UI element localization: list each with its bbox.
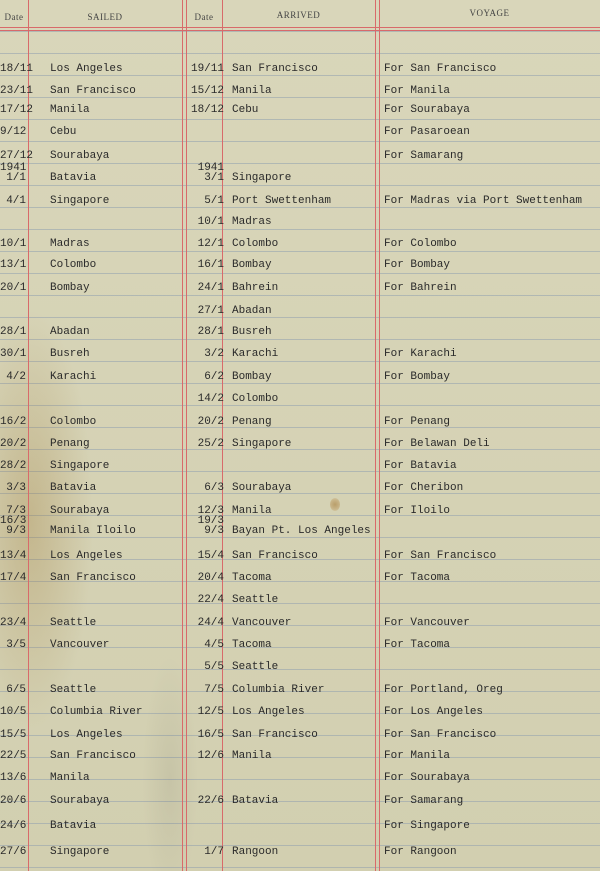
sailed-port: Manila bbox=[50, 772, 90, 784]
voyage-note: For Sourabaya bbox=[384, 104, 470, 116]
arrived-date: 1/7 bbox=[204, 846, 224, 858]
sailed-date: 20/6 bbox=[0, 795, 27, 807]
sailed-date: 9/12 bbox=[0, 126, 27, 138]
ledger-row bbox=[0, 706, 600, 728]
voyage-note: For Rangoon bbox=[384, 846, 457, 858]
sailed-date: 7/3 bbox=[6, 505, 26, 517]
sailed-port: San Francisco bbox=[50, 572, 136, 584]
ledger-row bbox=[0, 639, 600, 661]
arrived-port: Penang bbox=[232, 416, 272, 428]
voyage-note: For Sourabaya bbox=[384, 772, 470, 784]
sailed-date: 20/2 bbox=[0, 438, 27, 450]
ledger-row bbox=[0, 195, 600, 217]
arrived-port: San Francisco bbox=[232, 729, 318, 741]
sailed-port: Vancouver bbox=[50, 639, 110, 651]
arrived-date: 3/2 bbox=[204, 348, 224, 360]
header-sailed: SAILED bbox=[87, 12, 123, 22]
arrived-port: Rangoon bbox=[232, 846, 279, 858]
arrived-date: 1941 3/1 bbox=[197, 162, 224, 184]
sailed-port: Batavia bbox=[50, 482, 97, 494]
voyage-note: For Vancouver bbox=[384, 617, 470, 629]
voyage-note: For San Francisco bbox=[384, 550, 497, 562]
sailed-port: San Francisco bbox=[50, 750, 136, 762]
arrived-port: Bombay bbox=[232, 259, 272, 271]
sailed-date: 3/5 bbox=[6, 639, 26, 651]
sailed-port: Karachi bbox=[50, 371, 97, 383]
arrived-date: 24/1 bbox=[197, 282, 224, 294]
sailed-date: 4/1 bbox=[6, 195, 26, 207]
voyage-note: For Batavia bbox=[384, 460, 457, 472]
ledger-row bbox=[0, 371, 600, 393]
arrived-port: San Francisco bbox=[232, 63, 318, 75]
voyage-note: For Manila bbox=[384, 85, 451, 97]
arrived-port: Vancouver bbox=[232, 617, 292, 629]
arrived-date: 24/4 bbox=[197, 617, 224, 629]
ledger-row bbox=[0, 617, 600, 639]
sailed-date: 22/5 bbox=[0, 750, 27, 762]
voyage-note: For Bombay bbox=[384, 371, 451, 383]
ledger-row bbox=[0, 393, 600, 415]
arrived-date: 16/1 bbox=[197, 259, 224, 271]
arrived-date: 18/12 bbox=[190, 104, 224, 116]
ledger-row bbox=[0, 661, 600, 683]
arrived-port: Seattle bbox=[232, 661, 279, 673]
arrived-date: 19/11 bbox=[190, 63, 224, 75]
sailed-date: 17/4 bbox=[0, 572, 27, 584]
ledger-row bbox=[0, 126, 600, 148]
sailed-date: 15/5 bbox=[0, 729, 27, 741]
sailed-date: 10/5 bbox=[0, 706, 27, 718]
arrived-date: 4/5 bbox=[204, 639, 224, 651]
sailed-port: Bombay bbox=[50, 282, 90, 294]
voyage-note: For Samarang bbox=[384, 150, 464, 162]
voyage-note: For Tacoma bbox=[384, 639, 451, 651]
ledger-row bbox=[0, 348, 600, 370]
arrived-date: 22/4 bbox=[197, 594, 224, 606]
ledger-row bbox=[0, 150, 600, 172]
arrived-port: Madras bbox=[232, 216, 272, 228]
header-date-arrived: Date bbox=[194, 12, 214, 22]
sailed-date: 3/3 bbox=[6, 482, 26, 494]
arrived-date: 28/1 bbox=[197, 326, 224, 338]
arrived-port: Manila bbox=[232, 750, 272, 762]
arrived-date: 12/5 bbox=[197, 706, 224, 718]
header-date-sailed: Date bbox=[4, 12, 24, 22]
sailed-port: Seattle bbox=[50, 684, 97, 696]
arrived-date: 27/1 bbox=[197, 305, 224, 317]
voyage-note: For Samarang bbox=[384, 795, 464, 807]
ledger-row bbox=[0, 238, 600, 260]
voyage-note: For Bombay bbox=[384, 259, 451, 271]
sailed-port: Cebu bbox=[50, 126, 77, 138]
arrived-port: San Francisco bbox=[232, 550, 318, 562]
arrived-port: Karachi bbox=[232, 348, 279, 360]
sailed-date: 16/2 bbox=[0, 416, 27, 428]
sailed-date: 18/11 bbox=[0, 63, 34, 75]
sailed-port: Columbia River bbox=[50, 706, 143, 718]
voyage-note: For Karachi bbox=[384, 348, 457, 360]
ledger-row bbox=[0, 515, 600, 547]
voyage-note: For Singapore bbox=[384, 820, 470, 832]
sailed-date: 23/11 bbox=[0, 85, 34, 97]
voyage-note: For Portland, Oreg bbox=[384, 684, 503, 696]
arrived-port: Tacoma bbox=[232, 639, 272, 651]
arrived-date: 7/5 bbox=[204, 684, 224, 696]
voyage-note: For Belawan Deli bbox=[384, 438, 490, 450]
sailed-port: Sourabaya bbox=[50, 150, 110, 162]
arrived-port: Colombo bbox=[232, 238, 279, 250]
ledger-row bbox=[0, 259, 600, 281]
voyage-note: For Madras via Port Swettenham bbox=[384, 195, 583, 207]
ledger-row bbox=[0, 162, 600, 194]
ledger-row bbox=[0, 572, 600, 594]
arrived-port: Columbia River bbox=[232, 684, 325, 696]
sailed-port: Penang bbox=[50, 438, 90, 450]
ledger-row bbox=[0, 795, 600, 817]
voyage-note: For San Francisco bbox=[384, 729, 497, 741]
sailed-date: 4/2 bbox=[6, 371, 26, 383]
voyage-note: For Manila bbox=[384, 750, 451, 762]
arrived-port: Sourabaya bbox=[232, 482, 292, 494]
ledger-row bbox=[0, 416, 600, 438]
arrived-port: Seattle bbox=[232, 594, 279, 606]
sailed-port: Sourabaya bbox=[50, 505, 110, 517]
ledger-row bbox=[0, 438, 600, 460]
arrived-port: Tacoma bbox=[232, 572, 272, 584]
arrived-port: Batavia bbox=[232, 795, 279, 807]
voyage-note: For Tacoma bbox=[384, 572, 451, 584]
arrived-port: Singapore bbox=[232, 438, 292, 450]
arrived-date: 12/6 bbox=[197, 750, 224, 762]
arrived-date: 6/2 bbox=[204, 371, 224, 383]
arrived-date: 5/1 bbox=[204, 195, 224, 207]
arrived-date: 6/3 bbox=[204, 482, 224, 494]
arrived-port: Cebu bbox=[232, 104, 259, 116]
arrived-date: 5/5 bbox=[204, 661, 224, 673]
header-rule-double bbox=[0, 30, 600, 31]
header-arrived: ARRIVED bbox=[276, 10, 321, 20]
arrived-port: Manila bbox=[232, 85, 272, 97]
sailed-date: 30/1 bbox=[0, 348, 27, 360]
arrived-date: 20/2 bbox=[197, 416, 224, 428]
sailed-date: 28/1 bbox=[0, 326, 27, 338]
ledger-row bbox=[0, 684, 600, 706]
ledger-row bbox=[0, 750, 600, 772]
ledger-row bbox=[0, 846, 600, 868]
sailed-port: Sourabaya bbox=[50, 795, 110, 807]
sailed-port: Manila bbox=[50, 104, 90, 116]
sailed-date: 24/6 bbox=[0, 820, 27, 832]
arrived-port: Singapore bbox=[232, 172, 292, 184]
sailed-port: Los Angeles bbox=[50, 729, 123, 741]
ledger-row bbox=[0, 63, 600, 85]
sailed-date: 13/6 bbox=[0, 772, 27, 784]
sailed-date: 1941 1/1 bbox=[0, 162, 27, 184]
sailed-port: Seattle bbox=[50, 617, 97, 629]
ledger-row bbox=[0, 820, 600, 842]
ledger-row bbox=[0, 326, 600, 348]
arrived-port: Colombo bbox=[232, 393, 279, 405]
sailed-port: Los Angeles bbox=[50, 550, 123, 562]
sailed-port: Singapore bbox=[50, 460, 110, 472]
arrived-date: 20/4 bbox=[197, 572, 224, 584]
arrived-port: Bombay bbox=[232, 371, 272, 383]
voyage-note: For Colombo bbox=[384, 238, 457, 250]
arrived-date: 16/5 bbox=[197, 729, 224, 741]
voyage-note: For Pasaroean bbox=[384, 126, 470, 138]
sailed-date: 27/12 bbox=[0, 150, 34, 162]
ledger-row bbox=[0, 482, 600, 504]
arrived-port: Bayan Pt. Los Angeles bbox=[232, 525, 371, 537]
ledger-row bbox=[0, 460, 600, 482]
ledger-row bbox=[0, 104, 600, 126]
voyage-note: For Cheribon bbox=[384, 482, 464, 494]
header-voyage: VOYAGE bbox=[469, 8, 510, 18]
ledger-row bbox=[0, 505, 600, 527]
sailed-date: 13/4 bbox=[0, 550, 27, 562]
arrived-date: 10/1 bbox=[197, 216, 224, 228]
arrived-date: 14/2 bbox=[197, 393, 224, 405]
sailed-port: Madras bbox=[50, 238, 90, 250]
sailed-date: 28/2 bbox=[0, 460, 27, 472]
voyage-note: For Los Angeles bbox=[384, 706, 484, 718]
sailed-port: Batavia bbox=[50, 820, 97, 832]
ledger-row bbox=[0, 772, 600, 794]
sailed-port: Singapore bbox=[50, 846, 110, 858]
sailed-port: Abadan bbox=[50, 326, 90, 338]
ledger-row bbox=[0, 282, 600, 304]
arrived-port: Port Swettenham bbox=[232, 195, 332, 207]
ledger-row bbox=[0, 305, 600, 327]
sailed-port: San Francisco bbox=[50, 85, 136, 97]
arrived-port: Manila bbox=[232, 505, 272, 517]
sailed-port: Busreh bbox=[50, 348, 90, 360]
arrived-port: Bahrein bbox=[232, 282, 279, 294]
arrived-date: 15/12 bbox=[190, 85, 224, 97]
sailed-date: 27/6 bbox=[0, 846, 27, 858]
ledger-row bbox=[0, 729, 600, 751]
sailed-port: Los Angeles bbox=[50, 63, 123, 75]
sailed-date: 20/1 bbox=[0, 282, 27, 294]
sailed-port: Manila Iloilo bbox=[50, 525, 136, 537]
voyage-note: For San Francisco bbox=[384, 63, 497, 75]
arrived-port: Los Angeles bbox=[232, 706, 305, 718]
sailed-port: Singapore bbox=[50, 195, 110, 207]
sailed-port: Batavia bbox=[50, 172, 97, 184]
ledger-row bbox=[0, 216, 600, 238]
sailed-date: 16/3 9/3 bbox=[0, 515, 27, 537]
arrived-port: Busreh bbox=[232, 326, 272, 338]
sailed-date: 17/12 bbox=[0, 104, 34, 116]
arrived-date: 12/3 bbox=[197, 505, 224, 517]
voyage-note: For Penang bbox=[384, 416, 451, 428]
arrived-date: 22/6 bbox=[197, 795, 224, 807]
arrived-port: Abadan bbox=[232, 305, 272, 317]
header-rule bbox=[0, 27, 600, 28]
ledger-row bbox=[0, 594, 600, 616]
voyage-note: For Iloilo bbox=[384, 505, 451, 517]
voyage-note: For Bahrein bbox=[384, 282, 457, 294]
sailed-port: Colombo bbox=[50, 259, 97, 271]
sailed-date: 10/1 bbox=[0, 238, 27, 250]
sailed-date: 23/4 bbox=[0, 617, 27, 629]
arrived-date: 25/2 bbox=[197, 438, 224, 450]
sailed-date: 13/1 bbox=[0, 259, 27, 271]
sailed-date: 6/5 bbox=[6, 684, 26, 696]
arrived-date: 15/4 bbox=[197, 550, 224, 562]
arrived-date: 12/1 bbox=[197, 238, 224, 250]
sailed-port: Colombo bbox=[50, 416, 97, 428]
arrived-date: 19/3 9/3 bbox=[197, 515, 224, 537]
ledger-row bbox=[0, 550, 600, 572]
